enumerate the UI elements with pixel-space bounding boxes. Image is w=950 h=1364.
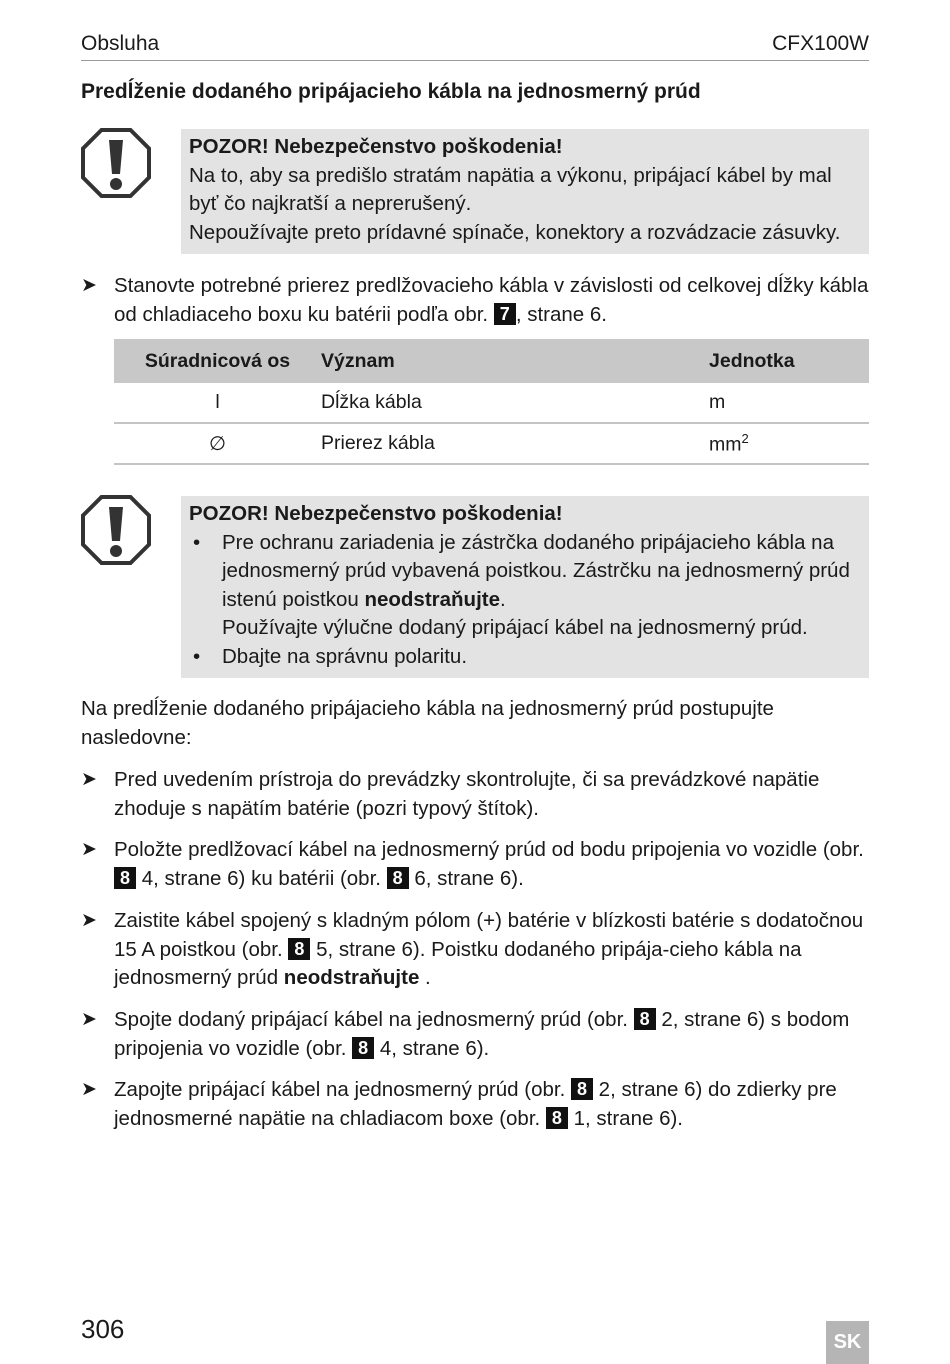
step-text: 4, strane 6) ku batérii (obr. (136, 866, 387, 890)
notice-box (181, 129, 869, 254)
figure-ref-badge: 8 (387, 867, 409, 889)
step-text-bold: neodstraňujte (283, 966, 420, 989)
figure-ref-badge: 8 (352, 1037, 374, 1059)
arrow-bullet-icon: ➤ (81, 910, 97, 931)
table-header-cell: Význam (321, 339, 709, 383)
instruction-step (81, 907, 871, 993)
warning-octagon-icon (81, 495, 151, 565)
step-text: , strane 6. (515, 302, 607, 326)
step-text: Zapojte pripájací kábel na jednosmerný prúd (obr. (114, 1078, 571, 1101)
page-header (81, 30, 869, 61)
table-cell-unit (709, 383, 869, 423)
instruction-step (81, 836, 871, 893)
figure-ref-badge: 8 (288, 938, 310, 960)
step-text: 4, strane 6). (374, 1036, 490, 1060)
step-text: . (419, 966, 431, 989)
step-text: 2, strane 6) s bodom pripojenia vo vozidle (obr. (114, 1008, 850, 1060)
figure-ref-badge: 7 (494, 303, 516, 325)
step-text: 1, strane 6). (567, 1106, 684, 1130)
notice-title: POZOR! Nebezpečenstvo poškodenia! (189, 135, 563, 158)
notice-title: POZOR! Nebezpečenstvo poškodenia! (189, 502, 563, 525)
arrow-bullet-icon: ➤ (81, 275, 97, 296)
step-text: Položte predlžovací kábel na jednosmerný prúd od bodu pripojenia vo vozidle (obr. (114, 838, 864, 861)
figure-ref-badge: 8 (571, 1078, 593, 1100)
arrow-bullet-icon: ➤ (81, 839, 97, 860)
step-text: Pred uvedením prístroja do prevádzky skontrolujte, či sa prevádzkové napätie zhoduje s napätím batérie (pozri typový štítok). (114, 768, 820, 820)
table-header-cell: Jednotka (709, 339, 869, 383)
arrow-bullet-icon: ➤ (81, 1009, 97, 1030)
page-number: 306 (81, 1314, 125, 1344)
table-cell-unit (709, 423, 869, 464)
arrow-bullet-icon: ➤ (81, 769, 97, 790)
table-cell-meaning: Prierez kábla (321, 423, 709, 464)
bullet-text: . (500, 587, 506, 611)
notice-bullet (189, 529, 861, 643)
bullet-text: Pre ochranu zariadenia je zástrčka dodaného pripájacieho kábla na jednosmerný prúd vybavená poistkou. Zástrčku na jednosmerný prúd istenú poistkou (222, 530, 850, 611)
header-model: CFX100W (772, 32, 869, 55)
notice-text: Na to, aby sa predišlo stratám napätia a výkonu, pripájací kábel by mal byť čo najkratší a neprerušený. (189, 163, 832, 215)
table-row (114, 423, 869, 464)
language-badge: SK (826, 1321, 869, 1364)
unit-text: mm (709, 433, 742, 456)
figure-ref-badge: 8 (114, 867, 136, 889)
bullet-text-bold: neodstraňujte (364, 587, 500, 611)
arrow-bullet-icon: ➤ (81, 1079, 97, 1100)
table-header-cell: Súradnicová os (114, 339, 321, 383)
figure-ref-badge: 8 (634, 1008, 656, 1030)
coordinate-table (114, 339, 869, 465)
header-section: Obsluha (81, 32, 160, 55)
unit-text: m (709, 391, 726, 413)
instruction-step (81, 766, 871, 823)
instruction-step (81, 1006, 871, 1063)
figure-ref-badge: 8 (546, 1107, 568, 1129)
warning-octagon-icon (81, 128, 151, 198)
unit-superscript: 2 (741, 430, 749, 446)
table-cell-axis: l (114, 383, 321, 423)
step-text: 2, strane 6) do zdierky pre jednosmerné napätie na chladiacom boxe (obr. (114, 1078, 837, 1130)
step-text: Spojte dodaný pripájací kábel na jednosmerný prúd (obr. (114, 1008, 634, 1031)
intro-paragraph: Na predĺženie dodaného pripájacieho kábla na jednosmerný prúd postupujte nasledovne: (81, 697, 774, 749)
notice-text: Nepoužívajte preto prídavné spínače, konektory a rozvádzacie zásuvky. (189, 220, 841, 244)
table-header-row (114, 339, 869, 383)
instruction-step (81, 272, 871, 329)
section-title: Predĺženie dodaného pripájacieho kábla na jednosmerný prúd (81, 80, 701, 103)
step-text: 5, strane 6). Poistku dodaného pripája-cieho kábla na jednosmerný prúd (114, 937, 802, 989)
table-cell-axis: ∅ (114, 423, 321, 464)
table-cell-meaning: Dĺžka kábla (321, 383, 709, 423)
step-text: Stanovte potrebné prierez predlžovacieho kábla v závislosti od celkovej dĺžky kábla od chladiaceho boxu ku batérii podľa obr. (114, 274, 869, 326)
instruction-step (81, 1076, 871, 1133)
table-row (114, 383, 869, 423)
step-text: 6, strane 6). (408, 866, 524, 890)
notice-bullet: • Dbajte na správnu polaritu. (189, 643, 861, 672)
bullet-text: Používajte výlučne dodaný pripájací kábel na jednosmerný prúd. (222, 616, 808, 639)
notice-box (181, 496, 869, 678)
notice-bullet-list (189, 529, 861, 672)
step-text: Zaistite kábel spojený s kladným pólom (+) batérie v blízkosti batérie s dodatočnou 15 A poistkou (obr. (114, 909, 864, 961)
